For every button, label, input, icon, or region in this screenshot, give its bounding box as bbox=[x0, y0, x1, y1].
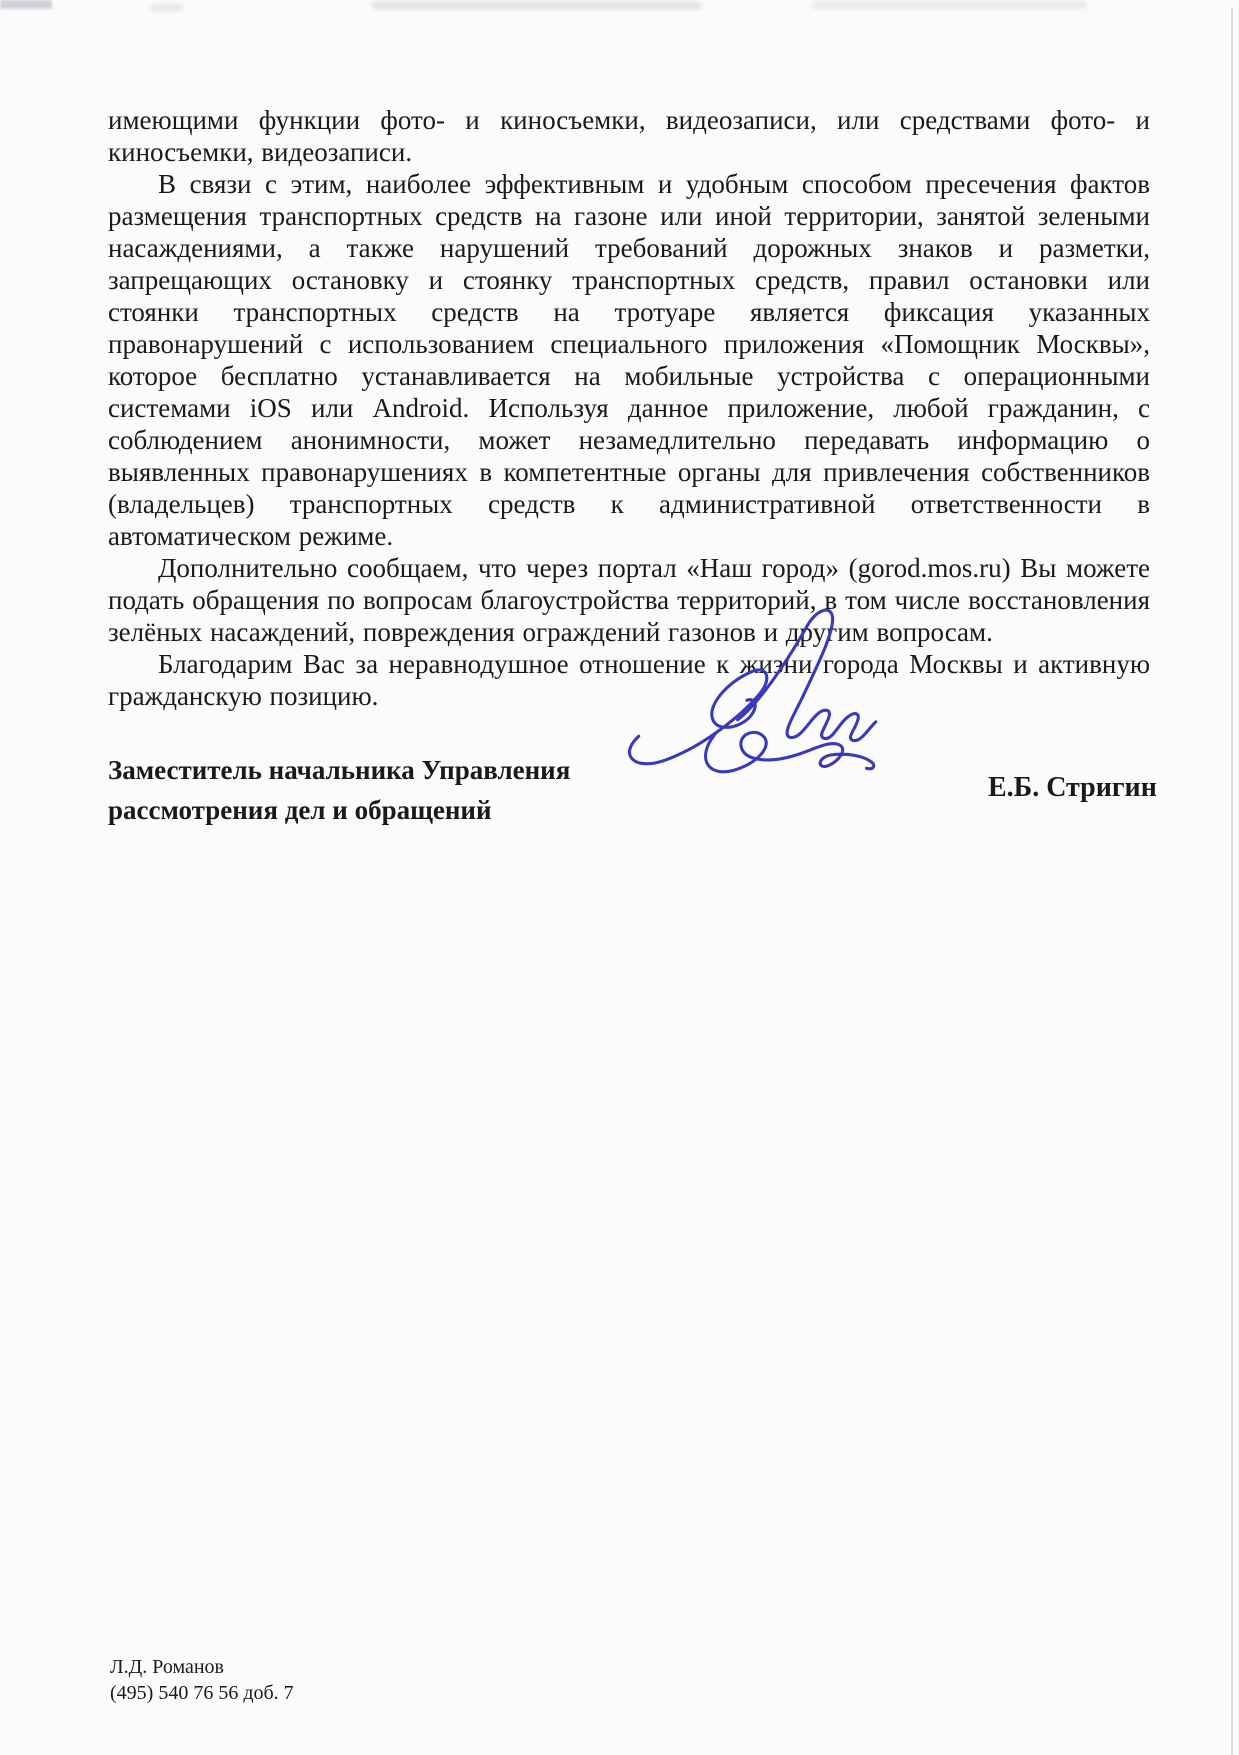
page-edge-shadow bbox=[1231, 8, 1233, 1755]
executor-info bbox=[110, 1654, 294, 1706]
signer-position-line2: рассмотрения дел и обращений bbox=[108, 795, 492, 825]
scan-smudge-corner bbox=[0, 0, 52, 9]
paragraph: В связи с этим, наиболее эффективным и удобным способом пресечения фактов размещения транспортных средств на газоне или иной территории, занятой зелеными насаждениями, а также нарушений требований дорожных знаков и разметки, запрещающих остановку и стоянку транспортных средств, правил остановки или стоянки транспортных средств на тротуаре является фиксация указанных правонарушений с использованием специального приложения «Помощник Москвы», которое бесплатно устанавливается на мобильные устройства с операционными системами iOS или Android. Используя данное приложение, любой гражданин, с соблюдением анонимности, может незамедлительно передавать информацию о выявленных правонарушениях в компетентные органы для привлечения собственников (владельцев) транспортных средств к административной ответственности в автоматическом режиме. bbox=[108, 169, 1150, 551]
paragraph-continued: имеющими функции фото- и киносъемки, видеозаписи, или средствами фото- и киносъемки, видеозаписи. bbox=[108, 105, 1150, 167]
scan-smudge-top bbox=[812, 1, 1087, 9]
paragraph: Благодарим Вас за неравнодушное отношение к жизни города Москвы и активную гражданскую позицию. bbox=[108, 649, 1150, 711]
executor-name: Л.Д. Романов bbox=[110, 1656, 224, 1678]
signer-position-title bbox=[108, 750, 708, 830]
executor-phone: (495) 540 76 56 доб. 7 bbox=[110, 1682, 294, 1704]
paragraph: Дополнительно сообщаем, что через портал «Наш город» (gorod.mos.ru) Вы можете подать обращения по вопросам благоустройства территорий, в том числе восстановления зелёных насаждений, повреждения ограждений газонов и другим вопросам. bbox=[108, 553, 1150, 647]
signer-position-line1: Заместитель начальника Управления bbox=[108, 755, 571, 785]
signer-name: Е.Б. Стригин bbox=[988, 772, 1157, 803]
scan-smudge-top bbox=[150, 4, 184, 11]
scan-smudge-top bbox=[372, 1, 702, 10]
